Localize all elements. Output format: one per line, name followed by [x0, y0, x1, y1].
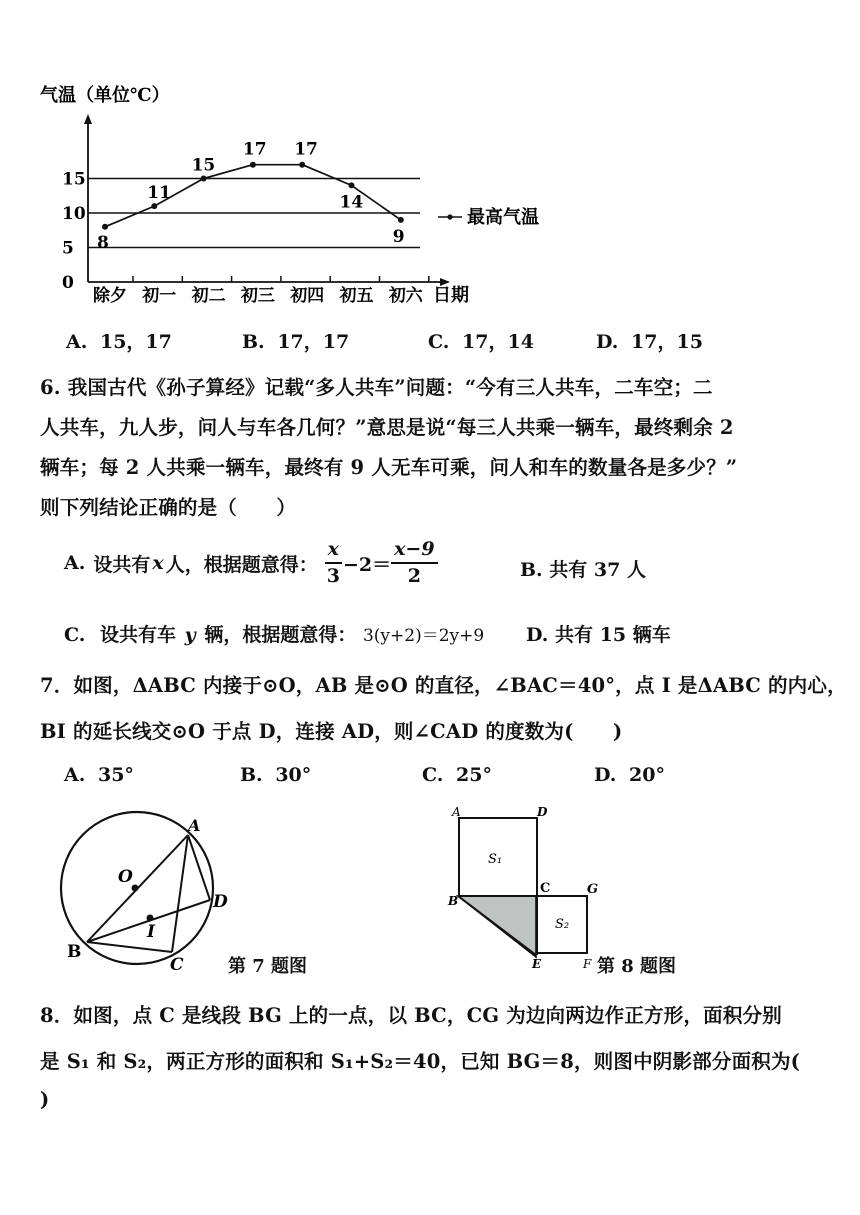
option-text: 设共有 [93, 553, 151, 576]
equation-middle: −2＝ [342, 553, 392, 576]
y-tick-label: 0 [62, 273, 74, 293]
data-point [398, 217, 404, 223]
label-d: D [537, 805, 548, 819]
data-point [151, 203, 157, 209]
q7-line-2: BI 的延长线交⊙O 于点 D，连接 AD，则∠CAD 的度数为( ) [40, 720, 623, 743]
x-tick-label: 初一 [142, 286, 177, 306]
data-label: 17 [242, 139, 267, 160]
x-tick-label: 除夕 [93, 286, 127, 306]
q7-option-a[interactable] [64, 764, 134, 786]
label-s1: S₁ [488, 852, 503, 867]
q5-option-c[interactable] [428, 327, 534, 354]
label-f: F [583, 957, 592, 970]
label-c: C [170, 955, 184, 975]
q6-option-c[interactable] [64, 620, 484, 647]
q6-option-a[interactable] [64, 540, 438, 586]
variable-x: x [152, 552, 164, 574]
q8-line-2: 是 S₁ 和 S₂，两正方形的面积和 S₁+S₂＝40，已知 BG＝8，则图中阴影部分面积为( [40, 1050, 801, 1073]
option-letter: B. [242, 331, 265, 353]
option-text: 17，17 [277, 331, 350, 353]
q6-line-3: 辆车；每 2 人共乘一辆车，最终有 9 人无车可乘，问人和车的数量各是多少？” [40, 456, 738, 479]
chart-legend [438, 206, 539, 228]
y-tick-label: 10 [62, 204, 86, 224]
x-tick-label: 初五 [339, 286, 374, 306]
option-text: 15，17 [99, 331, 172, 353]
incenter-i-dot [147, 915, 154, 922]
legend-label: 最高气温 [467, 207, 539, 228]
option-letter: A. [64, 552, 86, 574]
option-text-2: 人，根据题意得： [165, 553, 318, 576]
q8-squares-figure [440, 805, 600, 970]
x-tick-label: 初六 [388, 286, 423, 306]
equation: 3(y+2)＝2y+9 [362, 626, 485, 646]
data-point [250, 162, 256, 168]
option-text: 17，14 [462, 331, 534, 353]
option-text: 25° [456, 764, 492, 786]
q7-figure-caption: 第 7 题图 [228, 956, 308, 977]
option-letter: D. [596, 331, 619, 353]
chart-y-axis-label: 气温（单位℃） [40, 85, 170, 106]
chart-x-axis-label: 日期 [433, 285, 469, 306]
label-b: B [67, 942, 82, 962]
x-tick-label: 初四 [290, 286, 325, 306]
data-label: 15 [191, 155, 216, 176]
x-tick-label: 初三 [240, 286, 275, 306]
option-text: 17，15 [631, 331, 703, 353]
chart-x-ticks [93, 276, 429, 306]
label-a: A [452, 805, 461, 819]
chart-y-ticks [62, 170, 86, 294]
q6-line-4: 则下列结论正确的是（ ） [40, 496, 297, 519]
q8-line-3: ) [40, 1088, 50, 1111]
data-label: 9 [392, 226, 405, 247]
q5-option-d[interactable] [596, 327, 703, 354]
data-label: 17 [294, 139, 318, 160]
chord-ac [172, 835, 188, 952]
option-letter: C. [64, 624, 86, 646]
label-o: O [118, 867, 133, 887]
variable-y: y [184, 624, 196, 646]
data-label: 8 [97, 232, 109, 253]
q5-option-b[interactable] [242, 327, 349, 354]
label-e: E [532, 957, 542, 970]
chord-bc [87, 942, 172, 952]
x-tick-label: 初二 [191, 286, 226, 306]
data-label: 11 [147, 183, 171, 204]
q6-line-1: 6. 我国古代《孙子算经》记载“多人共车”问题：“今有三人共车，二车空；二 [40, 376, 713, 399]
data-point [201, 176, 207, 182]
option-text: 设共有车 [100, 624, 177, 646]
option-text-2: 辆，根据题意得： [204, 624, 357, 646]
y-tick-label: 15 [62, 169, 86, 190]
data-point [299, 162, 305, 168]
chart-data-labels [97, 140, 405, 253]
option-letter: B. [240, 764, 263, 786]
fraction-x-minus-9-over-2: $\frac{x-9}{2}$ [391, 540, 437, 586]
fraction-x-over-3: $\frac{x}{3}$ [324, 540, 343, 586]
label-b: B [448, 894, 459, 908]
temperature-line-chart [0, 70, 860, 310]
y-axis-arrow [84, 114, 92, 124]
q7-option-c[interactable] [422, 764, 492, 786]
q7-line-1: 7．如图，ΔABC 内接于⊙O，AB 是⊙O 的直径，∠BAC＝40°，点 I 是ΔABC 的内心， [40, 674, 847, 697]
label-a: A [188, 816, 201, 835]
data-point [102, 224, 108, 230]
option-letter: D. [594, 764, 617, 786]
option-letter: C. [428, 331, 450, 353]
option-text: 35° [97, 764, 134, 786]
label-c: C [540, 881, 551, 896]
chart-axes [84, 114, 450, 286]
q8-figure-caption: 第 8 题图 [597, 956, 677, 977]
option-letter: A. [66, 331, 88, 353]
option-text: 30° [275, 764, 312, 786]
q6-option-b[interactable]: B. 共有 37 人 [520, 559, 646, 581]
data-point [349, 182, 355, 188]
q8-line-1: 8．如图，点 C 是线段 BG 上的一点，以 BC，CG 为边向两边作正方形，面积分别 [40, 1004, 782, 1027]
label-i: I [147, 922, 155, 942]
q6-option-d[interactable]: D. 共有 15 辆车 [526, 624, 671, 646]
y-tick-label: 5 [62, 238, 74, 259]
option-text: 20° [629, 764, 665, 786]
q7-option-d[interactable] [594, 764, 665, 786]
label-g: G [587, 882, 599, 897]
data-label: 14 [339, 192, 364, 213]
q7-option-b[interactable] [240, 764, 311, 786]
q6-line-2: 人共车，九人步，问人与车各几何？”意思是说“每三人共乘一辆车，最终剩余 2 [40, 416, 734, 439]
q5-option-a[interactable] [66, 327, 172, 354]
label-s2: S₂ [555, 917, 570, 932]
option-letter: C. [422, 764, 444, 786]
label-d: D [213, 892, 228, 912]
option-letter: A. [64, 764, 86, 786]
